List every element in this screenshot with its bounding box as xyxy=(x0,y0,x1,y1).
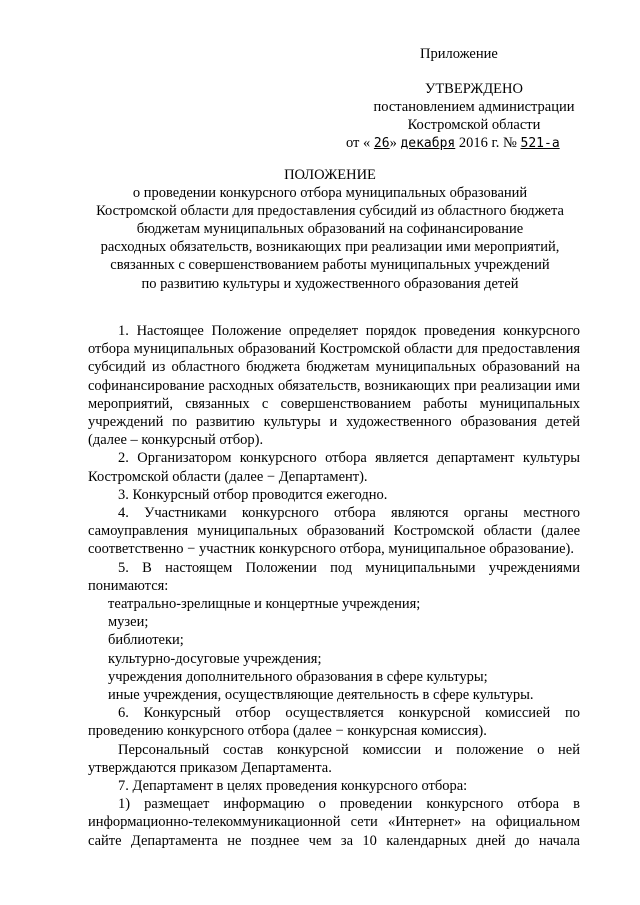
title-line: Костромской области для предоставления субсидий из областного бюджета xyxy=(96,203,564,220)
paragraph-7: 7. Департамент в целях проведения конкурсного отбора: xyxy=(118,778,468,795)
list-item: библиотеки; xyxy=(108,632,184,649)
paragraph-4: 4. Участниками конкурсного отбора являются органы местного самоуправления муниципальных образований Костромской области (далее соответственно − участник конкурсного отбора, муниципальное образование). xyxy=(88,505,580,558)
list-item: учреждения дополнительного образования в сфере культуры; xyxy=(108,668,488,685)
paragraph-1: 1. Настоящее Положение определяет порядок проведения конкурсного отбора муниципальных образований Костромской области для предоставления субсидий из областного бюджета бюджетам муниципальных образований на софинансирование расходных обязательств, возникающих при реализации ими мероприятий, связанных с совершенствованием работы муниципальных учреждений по развитию культуры и художественного образования детей (далее – конкурсный отбор). xyxy=(88,323,580,449)
paragraph-6b: Персональный состав конкурсной комиссии и положение о ней утверждаются приказом Департамента. xyxy=(88,741,580,776)
paragraph-3: 3. Конкурсный отбор проводится ежегодно. xyxy=(118,486,388,503)
date-prefix: от « xyxy=(346,135,371,151)
title-line: расходных обязательств, возникающих при реализации ими мероприятий, xyxy=(100,239,560,256)
date-month: декабря xyxy=(400,136,456,151)
approval-date-line xyxy=(346,134,590,153)
list-item: театрально-зрелищные и концертные учреждения; xyxy=(108,596,421,613)
document-body xyxy=(88,322,580,850)
title-line: бюджетам муниципальных образований на софинансирование xyxy=(136,221,524,238)
list-item: музеи; xyxy=(108,614,149,631)
approved-by: постановлением администрации xyxy=(373,99,575,115)
title-heading: ПОЛОЖЕНИЕ xyxy=(284,167,376,183)
approval-block xyxy=(346,80,590,153)
approved-region: Костромской области xyxy=(407,117,541,133)
title-line: о проведении конкурсного отбора муниципальных образований xyxy=(132,185,528,202)
appendix-label: Приложение xyxy=(420,46,498,62)
paragraph-5: 5. В настоящем Положении под муниципальными учреждениями понимаются: xyxy=(88,559,580,594)
document-number: 521-а xyxy=(520,136,560,151)
paragraph-7-1: 1) размещает информацию о проведении конкурсного отбора в информационно-телекоммуникационной сети «Интернет» на официальном сайте Департамента не позднее чем за 10 календарных дней до начала xyxy=(88,796,580,849)
title-line: связанных с совершенствованием работы муниципальных учреждений xyxy=(110,257,550,274)
list-item: культурно-досуговые учреждения; xyxy=(108,650,322,667)
paragraph-6: 6. Конкурсный отбор осуществляется конкурсной комиссией по проведению конкурсного отбора (далее − конкурсная комиссия). xyxy=(88,705,580,740)
date-mid: » xyxy=(389,135,397,151)
list-item: иные учреждения, осуществляющие деятельность в сфере культуры. xyxy=(108,687,534,704)
title-line: по развитию культуры и художественного образования детей xyxy=(141,275,519,292)
approved-title: УТВЕРЖДЕНО xyxy=(425,81,523,97)
date-year: 2016 г. № xyxy=(458,135,517,151)
date-day: 26 xyxy=(373,136,390,151)
paragraph-2: 2. Организатором конкурсного отбора является департамент культуры Костромской области (далее − Департамент). xyxy=(88,450,580,485)
document-title xyxy=(60,166,600,293)
